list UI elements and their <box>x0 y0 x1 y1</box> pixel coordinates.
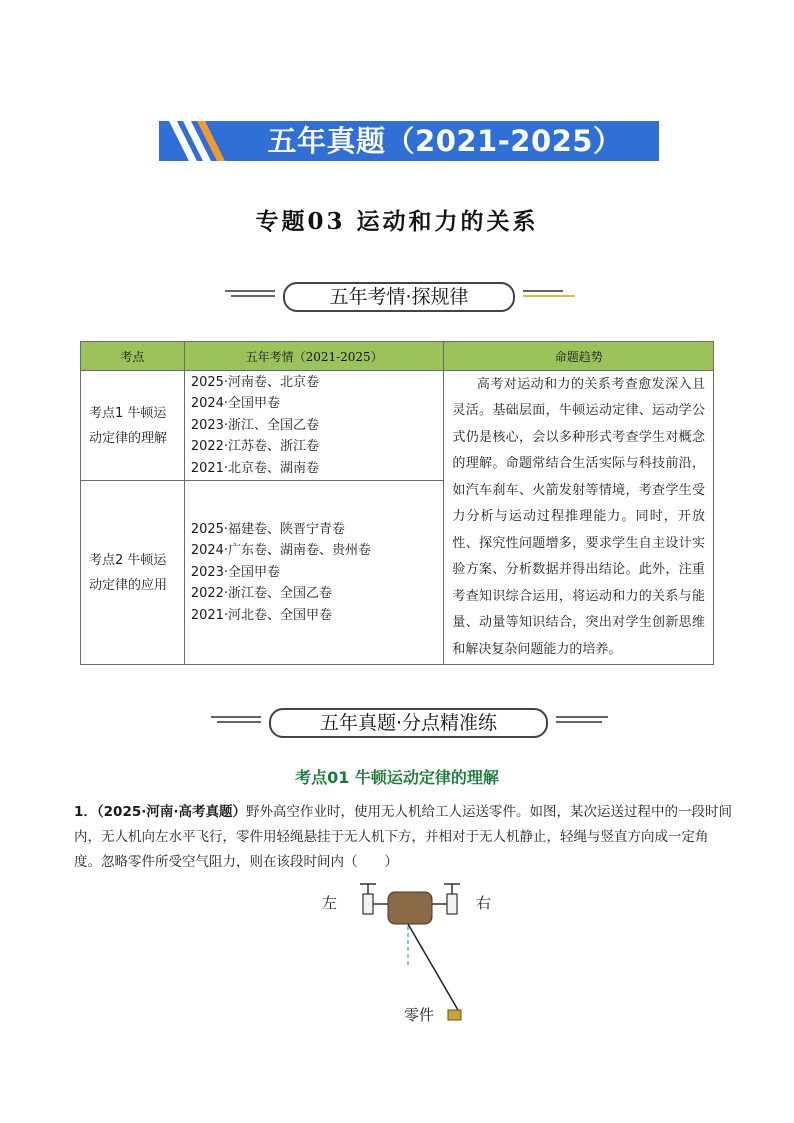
exam-trend-table <box>80 341 714 665</box>
figure-right-label: 右 <box>476 894 492 912</box>
year-item: 2021·北京卷、湖南卷 <box>190 460 320 476</box>
figure-part-label: 零件 <box>404 1006 435 1024</box>
drone-figure <box>318 880 498 1030</box>
kaodian-cell: 考点1 牛顿运动定律的理解 <box>81 371 185 481</box>
table-header-cell: 考点 <box>81 342 185 371</box>
section-header-practice <box>0 708 794 736</box>
table-row <box>81 371 714 481</box>
year-item: 2021·河北卷、全国甲卷 <box>190 607 333 623</box>
question-source: （2025·河南·高考真题） <box>96 804 246 820</box>
double-line-right-icon <box>523 288 575 302</box>
question-number: 1． <box>74 804 97 820</box>
question-item <box>74 800 734 875</box>
year-item: 2023·全国甲卷 <box>190 564 281 580</box>
title-banner <box>159 121 659 161</box>
section-title: 五年真题·分点精准练 <box>269 708 548 738</box>
year-item: 2023·浙江、全国乙卷 <box>190 417 320 433</box>
trend-text: 高考对运动和力的关系考查愈发深入且灵活。基础层面，牛顿运动定律、运动学公式仍是核心，会以多种形式考查学生对概念的理解。命题常结合生活实际与科技前沿，如汽车刹车、火箭发射等情境，考查学生受力分析与运动过程推理能力。同时，开放性、探究性问题增多，要求学生自主设计实验方案、分析数据并得出结论。此外，注重考查知识综合运用，将运动和力的关系与能量、动量等知识结合，突出对学生创新思维和解决复杂问题能力的培养。 <box>452 376 705 657</box>
double-line-left-icon <box>211 714 261 728</box>
table-header-cell: 五年考情（2021-2025） <box>184 342 444 371</box>
banner-title: 五年真题（2021-2025） <box>267 124 623 158</box>
section-title: 五年考情·探规律 <box>283 282 515 312</box>
year-item: 2024·广东卷、湖南卷、贵州卷 <box>190 543 372 559</box>
table-header-row <box>81 342 714 371</box>
years-cell <box>184 481 444 665</box>
kaodian-heading: 考点01 牛顿运动定律的理解 <box>295 768 499 787</box>
year-item: 2022·浙江卷、全国乙卷 <box>190 586 333 602</box>
years-cell <box>184 371 444 481</box>
table-header-cell: 命题趋势 <box>444 342 714 371</box>
topic-title: 专题03 运动和力的关系 <box>255 208 539 235</box>
double-line-right-icon <box>556 714 608 728</box>
figure-left-label: 左 <box>322 894 338 912</box>
trend-cell <box>444 371 714 665</box>
kaodian-cell: 考点2 牛顿运动定律的应用 <box>81 481 185 665</box>
year-item: 2025·福建卷、陕晋宁青卷 <box>190 521 346 537</box>
double-line-left-icon <box>225 288 275 302</box>
year-item: 2022·江苏卷、浙江卷 <box>190 439 320 455</box>
year-item: 2024·全国甲卷 <box>190 396 281 412</box>
section-header-trends <box>0 282 794 310</box>
question-text: 野外高空作业时，使用无人机给工人运送零件。如图，某次运送过程中的一段时间内，无人机向左水平飞行，零件用轻绳悬挂于无人机下方，并相对于无人机静止，轻绳与竖直方向成一定角度。忽略零件所受空气阻力，则在该段时间内（ ） <box>74 804 732 870</box>
year-item: 2025·河南卷、北京卷 <box>190 374 320 390</box>
